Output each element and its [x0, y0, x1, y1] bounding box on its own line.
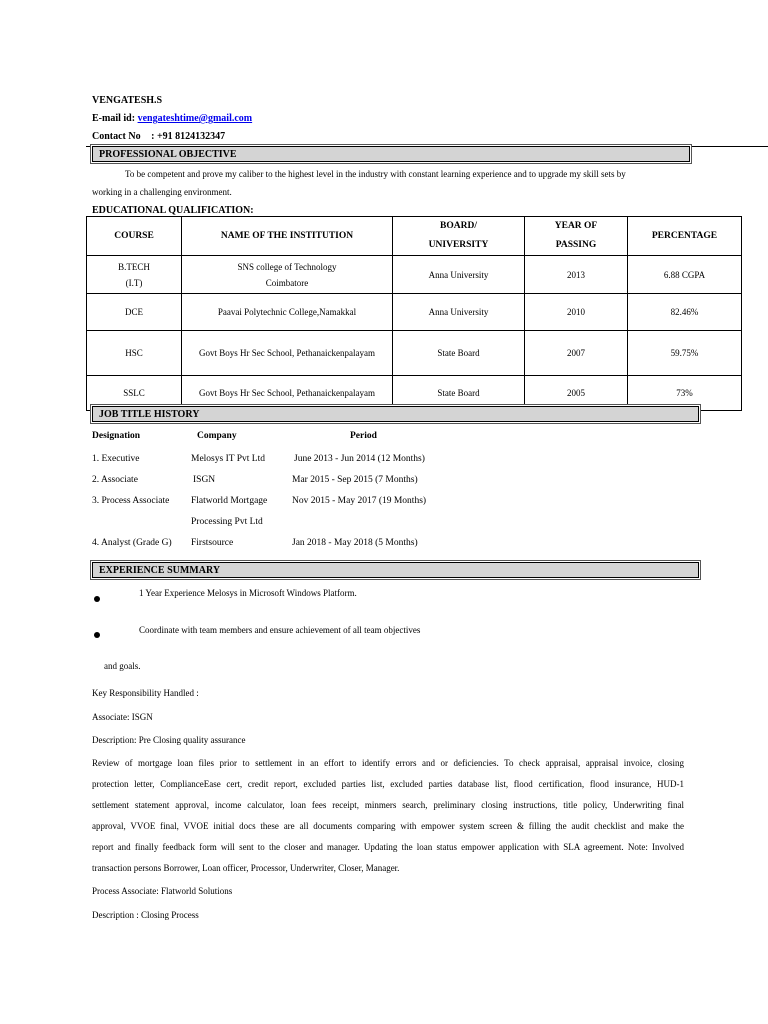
col-board-line1: BOARD/: [440, 221, 477, 231]
review-line: protection letter, ComplianceEase cert, credit report, excluded parties list, excluded parties database list, flood certification, flood insurance, HUD-1: [92, 779, 684, 789]
contact-value: : +91 8124132347: [151, 131, 226, 142]
email-line: [92, 113, 252, 124]
experience-bullet-2: Coordinate with team members and ensure achievement of all team objectives: [139, 625, 421, 635]
email-label: E-mail id:: [92, 113, 136, 124]
col-percentage: PERCENTAGE: [628, 217, 742, 256]
year-cell: 2010: [525, 294, 628, 331]
contact-line: [92, 131, 225, 142]
job-company: ISGN: [193, 475, 216, 485]
institution-line2: Coimbatore: [265, 277, 309, 288]
job-designation: 3. Process Associate: [92, 496, 170, 506]
board-cell: State Board: [393, 376, 525, 411]
col-board-line2: UNIVERSITY: [428, 240, 489, 250]
review-line: Review of mortgage loan files prior to settlement in an effort to identify errors and or deficiencies. To check appraisal, appraisal invoice, closing: [92, 758, 684, 768]
review-line: transaction persons Borrower, Loan officer, Processor, Underwriter, Closer, Manager.: [92, 863, 400, 873]
course-cell: [87, 256, 182, 294]
institution-cell: Govt Boys Hr Sec School, Pethanaickenpalayam: [182, 331, 393, 376]
institution-cell: Govt Boys Hr Sec School, Pethanaickenpalayam: [182, 376, 393, 411]
course-cell: SSLC: [87, 376, 182, 411]
table-row: [87, 294, 742, 331]
institution-line1: SNS college of Technology: [237, 261, 337, 272]
table-row: [87, 331, 742, 376]
course-cell: DCE: [87, 294, 182, 331]
email-link[interactable]: vengateshtime@gmail.com: [137, 113, 253, 124]
job-period: Mar 2015 - Sep 2015 (7 Months): [292, 475, 418, 485]
description-2: Description : Closing Process: [92, 910, 199, 920]
year-cell: 2005: [525, 376, 628, 411]
education-header-row: [87, 217, 742, 256]
col-period: Period: [350, 431, 377, 441]
board-cell: Anna University: [393, 256, 525, 294]
candidate-name: VENGATESH.S: [92, 95, 163, 106]
process-associate-role: Process Associate: Flatworld Solutions: [92, 886, 233, 896]
year-cell: 2013: [525, 256, 628, 294]
job-company: Melosys IT Pvt Ltd: [191, 454, 265, 464]
col-year-line2: PASSING: [555, 240, 597, 250]
col-board: [393, 217, 525, 256]
objective-line-1: To be competent and prove my caliber to the highest level in the industry with constant learning experience and to upgrade my skill sets by: [125, 169, 626, 179]
percentage-cell: 73%: [628, 376, 742, 411]
job-designation: 4. Analyst (Grade G): [92, 538, 172, 548]
job-company: Flatworld Mortgage: [191, 496, 268, 506]
percentage-cell: 82.46%: [628, 294, 742, 331]
review-line: report and finally feedback form will sent to the closer and manager. Updating the loan status empower application with SLA agreement. Note: Involved: [92, 842, 684, 852]
description-1: Description: Pre Closing quality assurance: [92, 735, 246, 745]
review-line: approval, VVOE final, VVOE initial docs these are all documents comparing with empower system screen & filling the audit checklist and make the: [92, 821, 684, 831]
institution-cell: Paavai Polytechnic College,Namakkal: [182, 294, 393, 331]
contact-label: Contact No: [92, 131, 141, 142]
review-line: settlement statement approval, income calculator, loan fees receipt, minmers search, preliminary closing instructions, title policy, Underwriting final: [92, 800, 684, 810]
job-period: Jan 2018 - May 2018 (5 Months): [292, 538, 418, 548]
table-row: [87, 256, 742, 294]
board-cell: Anna University: [393, 294, 525, 331]
col-institution: NAME OF THE INSTITUTION: [182, 217, 393, 256]
job-designation: 1. Executive: [92, 454, 140, 464]
job-period: June 2013 - Jun 2014 (12 Months): [294, 454, 425, 464]
education-table: [86, 216, 742, 411]
bullet-icon: [94, 596, 100, 602]
job-company-cont: Processing Pvt Ltd: [191, 517, 263, 527]
col-designation: Designation: [92, 431, 141, 441]
job-company: Firstsource: [191, 538, 234, 548]
experience-bullet-2-cont: and goals.: [104, 661, 141, 671]
col-year-line1: YEAR OF: [554, 221, 598, 231]
percentage-cell: 59.75%: [628, 331, 742, 376]
col-company: Company: [197, 431, 237, 441]
bullet-icon: [94, 632, 100, 638]
year-cell: 2007: [525, 331, 628, 376]
course-cell: HSC: [87, 331, 182, 376]
job-designation: 2. Associate: [92, 475, 138, 485]
course-line2: (I.T): [125, 277, 143, 288]
objective-heading: PROFESSIONAL OBJECTIVE: [92, 146, 690, 162]
key-responsibility-label: Key Responsibility Handled :: [92, 688, 199, 698]
objective-line-2: working in a challenging environment.: [92, 187, 232, 197]
percentage-cell: 6.88 CGPA: [628, 256, 742, 294]
associate-role: Associate: ISGN: [92, 712, 153, 722]
col-year: [525, 217, 628, 256]
job-history-heading: JOB TITLE HISTORY: [92, 406, 699, 422]
experience-bullet-1: 1 Year Experience Melosys in Microsoft Windows Platform.: [139, 588, 357, 598]
course-line1: B.TECH: [118, 261, 150, 272]
col-course: COURSE: [87, 217, 182, 256]
board-cell: State Board: [393, 331, 525, 376]
experience-heading: EXPERIENCE SUMMARY: [92, 562, 699, 578]
job-period: Nov 2015 - May 2017 (19 Months): [292, 496, 427, 506]
education-heading: EDUCATIONAL QUALIFICATION:: [92, 205, 254, 216]
institution-cell: [182, 256, 393, 294]
